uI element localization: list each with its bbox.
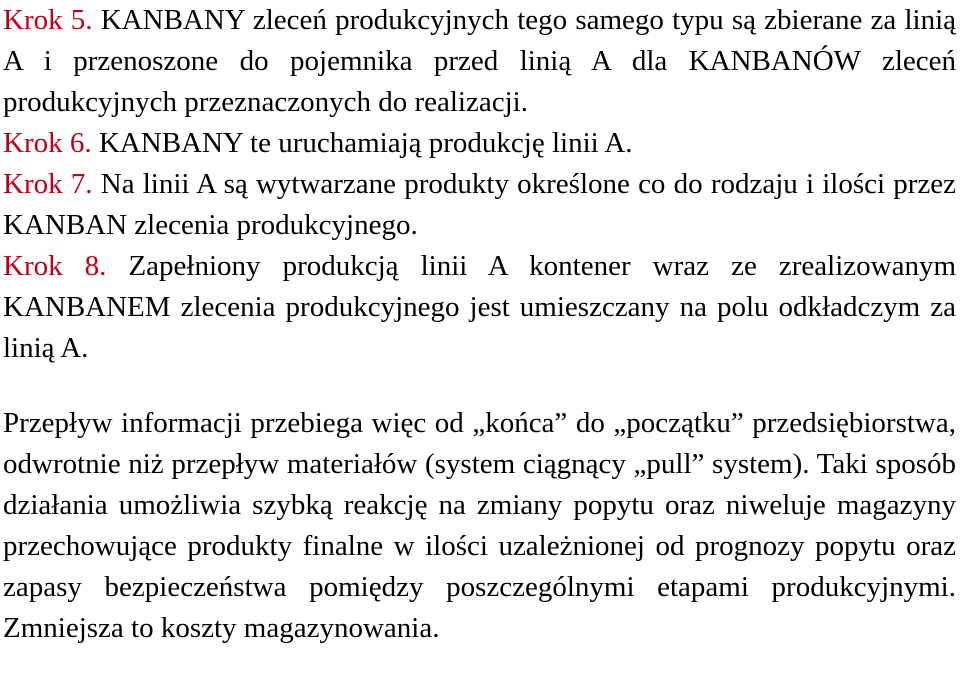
- step-6-label: Krok 6.: [3, 127, 92, 159]
- step-6-text: KANBANY te uruchamiają produkcję linii A.: [98, 127, 633, 159]
- paragraph-gap: [3, 369, 956, 403]
- step-5-text: KANBANY zleceń produkcyjnych tego samego typu są zbierane za linią A i przenoszone do pojemnika przed linią A dla KANBANÓW zleceń produkcyjnych przeznaczonych do realizacji.: [3, 4, 957, 118]
- step-5-paragraph: [3, 0, 956, 123]
- step-7-label: Krok 7.: [3, 168, 93, 200]
- step-8-text: Zapełniony produkcją linii A kontener wraz ze zrealizowanym KANBANEM zlecenia produkcyjnego jest umieszczany na polu odkładczym za linią A.: [3, 250, 956, 364]
- step-7-text: Na linii A są wytwarzane produkty określone co do rodzaju i ilości przez KANBAN zlecenia produkcyjnego.: [3, 168, 957, 241]
- summary-paragraph: Przepływ informacji przebiega więc od „końca” do „początku” przedsiębiorstwa, odwrotnie niż przepływ materiałów (system ciągnący „pull” system). Taki sposób działania umożliwia szybką reakcję na zmiany popytu oraz niweluje magazyny przechowujące produkty finalne w ilości uzależnionej od prognozy popytu oraz zapasy bezpieczeństwa pomiędzy poszczególnymi etapami produkcyjnymi. Zmniejsza to koszty magazynowania.: [3, 407, 956, 644]
- step-8-label: Krok 8.: [3, 250, 107, 282]
- step-6-paragraph: [3, 123, 956, 164]
- step-8-paragraph: [3, 246, 956, 369]
- step-5-label: Krok 5.: [3, 4, 93, 36]
- step-7-paragraph: [3, 164, 956, 246]
